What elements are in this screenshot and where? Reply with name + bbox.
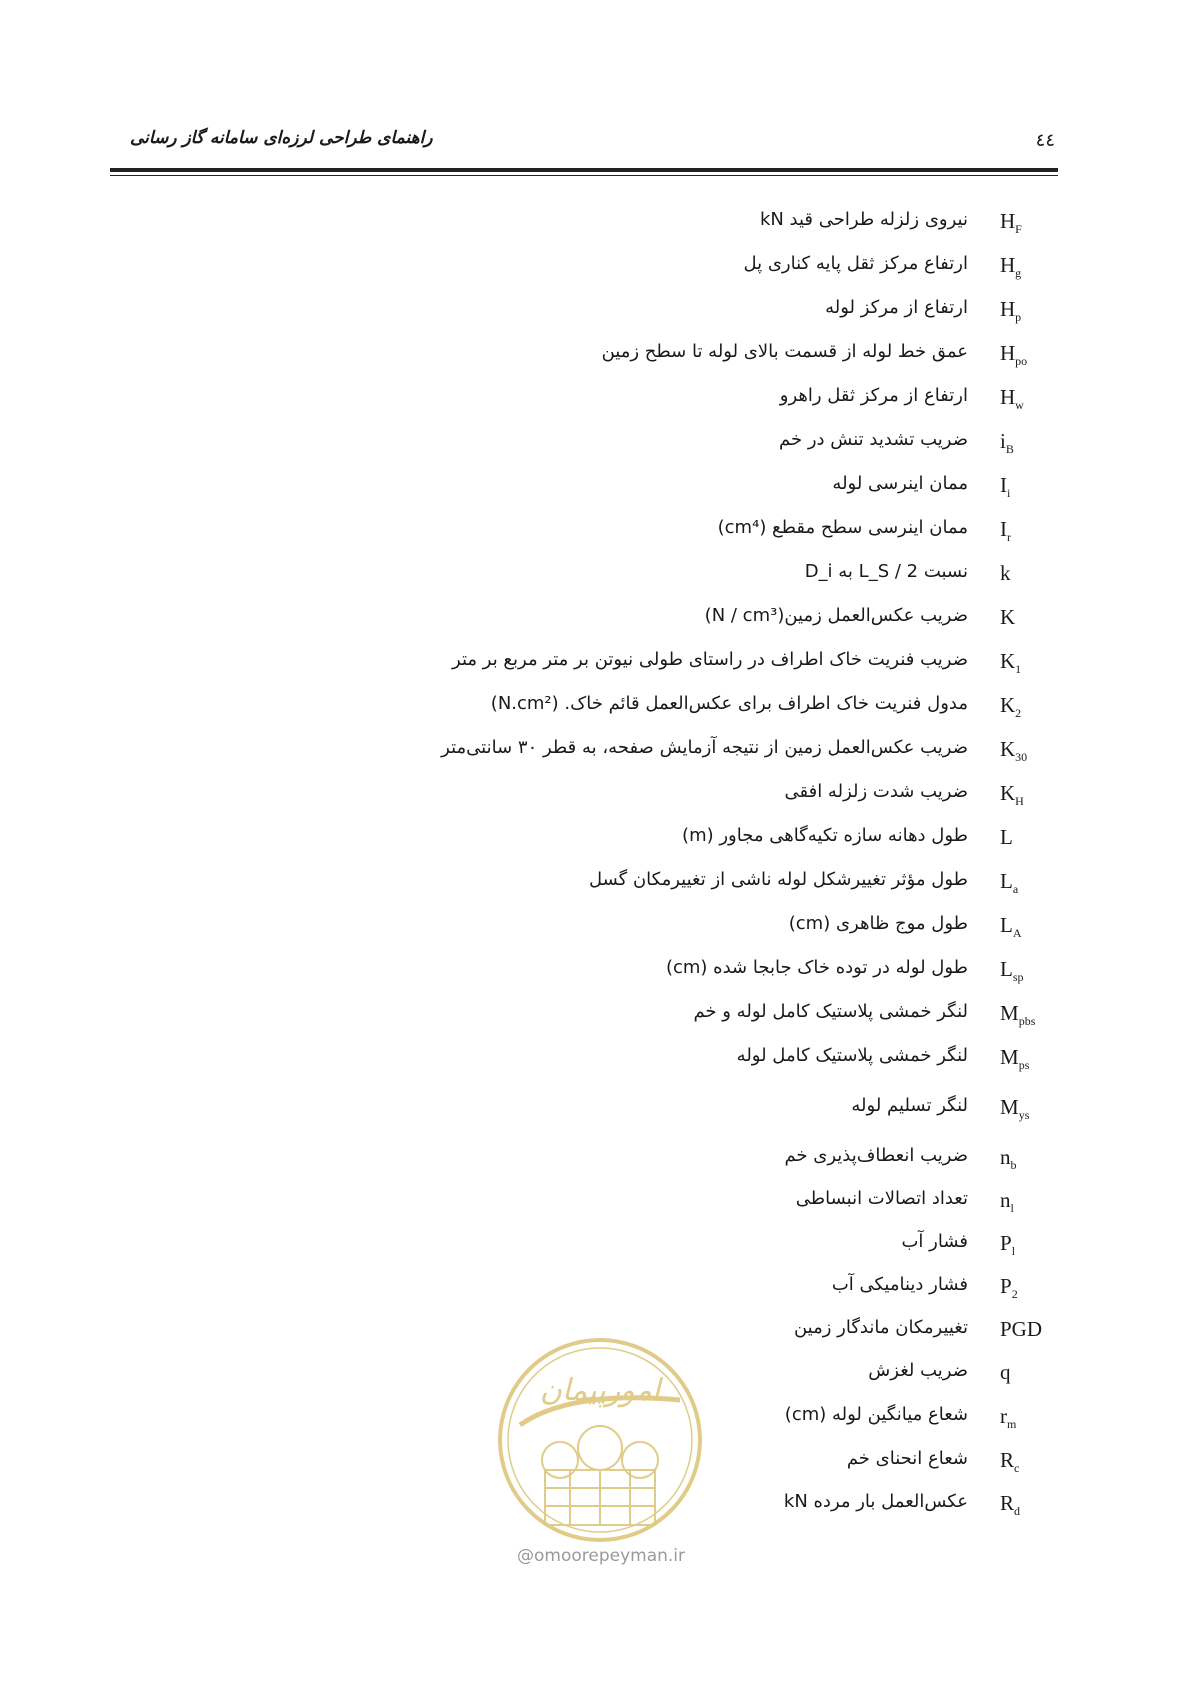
symbol-main: K	[1000, 649, 1016, 673]
symbol-row	[0, 469, 1190, 509]
symbol-row	[0, 337, 1190, 377]
header-rule-thin	[110, 175, 1058, 176]
symbol	[1000, 1360, 1060, 1388]
symbol-main: H	[1000, 385, 1016, 409]
symbol	[1000, 209, 1060, 237]
symbol	[1000, 1404, 1060, 1432]
symbol-description: ضریب لغزش	[868, 1360, 968, 1381]
watermark-url: @omoorepeyman.ir	[516, 1546, 686, 1566]
symbol	[1000, 913, 1060, 941]
symbol-main: k	[1000, 561, 1011, 585]
symbol-main: M	[1000, 1001, 1019, 1025]
symbol	[1000, 473, 1060, 501]
symbol-main: K	[1000, 781, 1016, 805]
symbol	[1000, 1231, 1060, 1259]
symbol-description: عکس‌العمل بار مرده kN	[783, 1491, 968, 1512]
watermark-logo	[490, 1330, 710, 1550]
symbol	[1000, 1045, 1060, 1073]
symbol-main: I	[1000, 517, 1007, 541]
symbol-subscript: a	[1012, 882, 1019, 897]
symbol-subscript: F	[1015, 222, 1022, 237]
symbol-description: فشار آب	[901, 1231, 968, 1252]
symbol-description: ممان اینرسی سطح مقطع (cm⁴)	[717, 517, 968, 538]
symbol-description: ضریب شدت زلزله افقی	[784, 781, 968, 802]
symbol-description: نیروی زلزله طراحی قید kN	[759, 209, 968, 230]
symbol-description: ضریب تشدید تنش در خم	[779, 429, 968, 450]
symbol	[1000, 385, 1060, 413]
symbol	[1000, 1274, 1060, 1302]
symbol-main: n	[1000, 1188, 1011, 1212]
symbol-description: مدول فنریت خاک اطراف برای عکس‌العمل قائم خاک. (N.cm²)	[490, 693, 968, 714]
symbol	[1000, 957, 1060, 985]
symbol	[1000, 1095, 1060, 1123]
symbol-row	[0, 293, 1190, 333]
symbol-row	[0, 1227, 1190, 1267]
symbol-main: q	[1000, 1360, 1011, 1384]
symbol-main: H	[1000, 341, 1016, 365]
symbol-subscript: H	[1015, 794, 1024, 809]
symbol-subscript: 2	[1015, 706, 1022, 721]
symbol-description: ارتفاع از مرکز لوله	[825, 297, 968, 318]
header-rule-thick	[110, 168, 1058, 172]
symbol	[1000, 561, 1060, 589]
symbol	[1000, 869, 1060, 897]
symbol-subscript: r	[1007, 530, 1011, 545]
page-number: ٤٤	[1035, 130, 1055, 151]
symbol-subscript: B	[1005, 442, 1014, 457]
symbol-subscript: l	[1010, 1201, 1014, 1216]
symbol	[1000, 341, 1060, 369]
symbol-row	[0, 821, 1190, 861]
symbol-subscript: b	[1010, 1158, 1017, 1173]
symbol	[1000, 605, 1060, 633]
symbol	[1000, 1317, 1060, 1345]
symbol	[1000, 737, 1060, 765]
symbol-subscript: m	[1007, 1417, 1017, 1432]
symbol	[1000, 825, 1060, 853]
symbol	[1000, 693, 1060, 721]
symbol-main: K	[1000, 737, 1016, 761]
symbol-description: طول لوله در توده خاک جابجا شده (cm)	[665, 957, 968, 978]
symbol-main: H	[1000, 253, 1016, 277]
symbol-main: H	[1000, 209, 1016, 233]
symbol-description: طول مؤثر تغییرشکل لوله ناشی از تغییرمکان گسل	[588, 869, 968, 890]
symbol	[1000, 1145, 1060, 1173]
symbol-subscript: ys	[1018, 1108, 1030, 1123]
symbol-description: لنگر خمشی پلاستیک کامل لوله	[736, 1045, 968, 1066]
symbol-subscript: 1	[1015, 662, 1022, 677]
symbol-description: شعاع میانگین لوله (cm)	[784, 1404, 968, 1425]
symbol-subscript: po	[1015, 354, 1028, 369]
symbol-subscript: A	[1012, 926, 1022, 941]
symbol-row	[0, 1184, 1190, 1224]
symbol-main: L	[1000, 957, 1013, 981]
running-header-title: راهنمای طراحی لرزه‌ای سامانه گاز رسانی	[130, 128, 433, 148]
symbol-description: ضریب عکس‌العمل زمین(N / cm³)	[704, 605, 968, 626]
symbol-subscript: i	[1007, 486, 1011, 501]
symbol-row	[0, 689, 1190, 729]
symbol-subscript: c	[1014, 1461, 1020, 1476]
symbol-subscript: 2	[1011, 1287, 1018, 1302]
symbol-row	[0, 1270, 1190, 1310]
symbol-description: لنگر تسلیم لوله	[851, 1095, 968, 1116]
symbol-row	[0, 909, 1190, 949]
symbol-main: K	[1000, 605, 1016, 629]
symbol-description: ممان اینرسی لوله	[832, 473, 968, 494]
symbol-main: M	[1000, 1095, 1019, 1119]
symbol-row	[0, 777, 1190, 817]
symbol-subscript: p	[1015, 310, 1022, 325]
symbol	[1000, 1448, 1060, 1476]
symbol-row	[0, 645, 1190, 685]
symbol	[1000, 1491, 1060, 1519]
symbol-row	[0, 1141, 1190, 1181]
symbol-row	[0, 249, 1190, 289]
symbol-main: L	[1000, 825, 1013, 849]
symbol-main: R	[1000, 1491, 1015, 1515]
symbol	[1000, 649, 1060, 677]
symbol-subscript: 30	[1015, 750, 1028, 765]
symbol-description: ارتفاع مرکز ثقل پایه کناری پل	[743, 253, 968, 274]
symbol-description: نسبت L_S / 2 به D_i	[804, 561, 968, 582]
symbol	[1000, 1001, 1060, 1029]
symbol-row	[0, 205, 1190, 245]
symbol-main: PGD	[1000, 1317, 1043, 1341]
symbol-row	[0, 997, 1190, 1037]
symbol-row	[0, 865, 1190, 905]
symbol-row	[0, 1091, 1190, 1131]
symbol-row	[0, 513, 1190, 553]
symbol-subscript: ps	[1018, 1058, 1030, 1073]
symbol-main: P	[1000, 1274, 1012, 1298]
symbol-description: طول دهانه سازه تکیه‌گاهی مجاور (m)	[682, 825, 968, 846]
symbol-main: i	[1000, 429, 1006, 453]
symbol-description: ضریب عکس‌العمل زمین از نتیجه آزمایش صفحه، به قطر ۳۰ سانتی‌متر	[441, 737, 968, 758]
symbol-description: لنگر خمشی پلاستیک کامل لوله و خم	[693, 1001, 968, 1022]
symbol-main: L	[1000, 869, 1013, 893]
symbol-subscript: l	[1011, 1244, 1016, 1259]
symbol-main: I	[1000, 473, 1007, 497]
symbol-main: R	[1000, 1448, 1015, 1472]
symbol-main: M	[1000, 1045, 1019, 1069]
symbol-subscript: d	[1014, 1504, 1021, 1519]
symbol-main: r	[1000, 1404, 1007, 1428]
symbol-main: H	[1000, 297, 1016, 321]
symbol-row	[0, 601, 1190, 641]
symbol	[1000, 429, 1060, 457]
symbol-row	[0, 1041, 1190, 1081]
symbol-row	[0, 425, 1190, 465]
symbol-row	[0, 381, 1190, 421]
symbol-row	[0, 953, 1190, 993]
watermark-logo-text: امورپیمان	[539, 1373, 661, 1408]
symbol-description: عمق خط لوله از قسمت بالای لوله تا سطح زمین	[601, 341, 968, 362]
symbol-main: K	[1000, 693, 1016, 717]
symbol	[1000, 297, 1060, 325]
symbol-main: L	[1000, 913, 1013, 937]
symbol-main: P	[1000, 1231, 1012, 1255]
symbol-subscript: pbs	[1018, 1014, 1036, 1029]
symbol-description: تعداد اتصالات انبساطی	[795, 1188, 968, 1209]
symbol	[1000, 253, 1060, 281]
symbol	[1000, 781, 1060, 809]
symbol-description: ارتفاع از مرکز ثقل راهرو	[779, 385, 968, 406]
symbol-description: ضریب فنریت خاک اطراف در راستای طولی نیوتن بر متر مربع بر متر	[452, 649, 968, 670]
symbol-description: طول موج ظاهری (cm)	[788, 913, 968, 934]
symbol-description: تغییرمکان ماندگار زمین	[793, 1317, 968, 1338]
symbol-row	[0, 733, 1190, 773]
symbol-description: ضریب انعطاف‌پذیری خم	[784, 1145, 968, 1166]
symbol-main: n	[1000, 1145, 1011, 1169]
symbol-description: شعاع انحنای خم	[846, 1448, 968, 1469]
symbol	[1000, 1188, 1060, 1216]
symbol-description: فشار دینامیکی آب	[831, 1274, 968, 1295]
symbol-subscript: sp	[1012, 970, 1024, 985]
symbol-subscript: g	[1015, 266, 1022, 281]
symbol	[1000, 517, 1060, 545]
symbol-row	[0, 557, 1190, 597]
symbol-subscript: w	[1015, 398, 1024, 413]
